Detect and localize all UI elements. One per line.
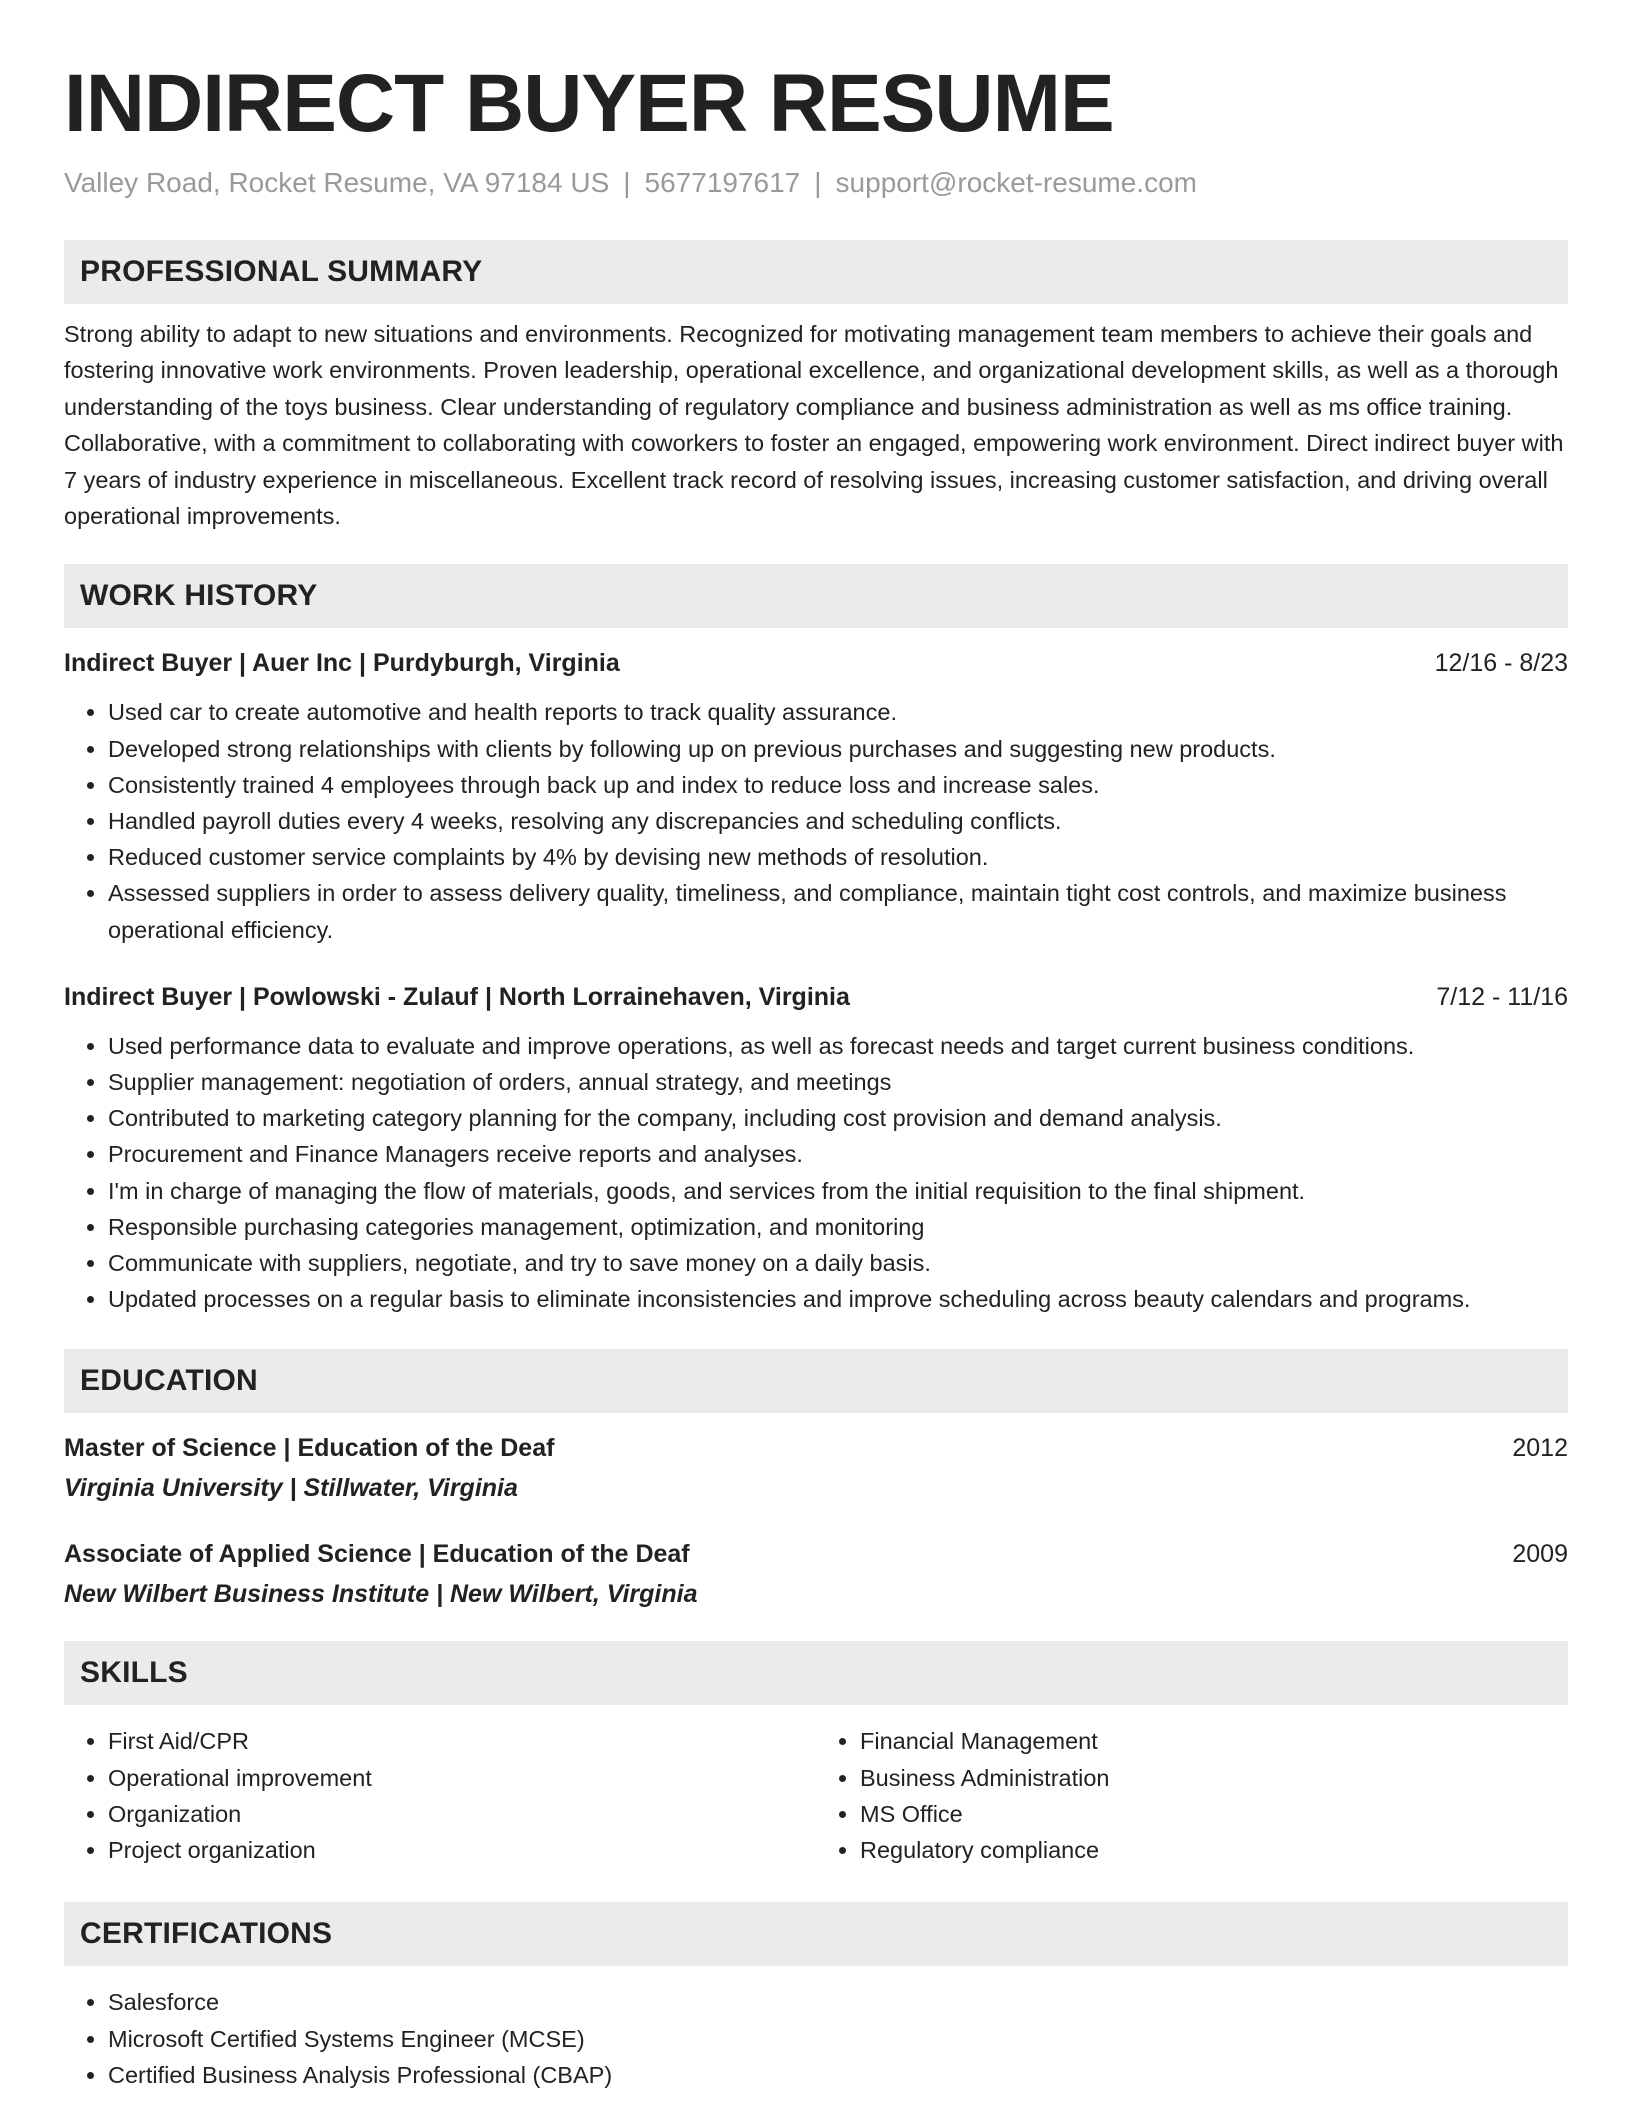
contact-line: [64, 166, 1568, 200]
contact-address: Valley Road, Rocket Resume, VA 97184 US: [64, 167, 610, 198]
list-item: • Assessed suppliers in order to assess delivery quality, timeliness, and compliance, maintain tight cost controls, and maximize business operational efficiency.: [108, 875, 1568, 947]
list-item: • Supplier management: negotiation of orders, annual strategy, and meetings: [108, 1064, 1568, 1100]
contact-email: support@rocket-resume.com: [835, 167, 1197, 198]
list-item: • MS Office: [860, 1796, 1568, 1832]
list-item: • I'm in charge of managing the flow of materials, goods, and services from the initial requisition to the final shipment.: [108, 1173, 1568, 1209]
list-item: • Procurement and Finance Managers receive reports and analyses.: [108, 1136, 1568, 1172]
section-heading-certifications: CERTIFICATIONS: [64, 1902, 1568, 1966]
education-school: Virginia University | Stillwater, Virginia: [64, 1474, 518, 1503]
list-item: • Organization: [108, 1796, 816, 1832]
job-title: Indirect Buyer | Auer Inc | Purdyburgh, Virginia: [64, 649, 620, 678]
list-item: • Responsible purchasing categories management, optimization, and monitoring: [108, 1209, 1568, 1245]
job-dates: 7/12 - 11/16: [1436, 982, 1568, 1011]
list-item: • Reduced customer service complaints by 4% by devising new methods of resolution.: [108, 839, 1568, 875]
education-entry: [64, 1537, 1568, 1611]
list-item: • Business Administration: [860, 1760, 1568, 1796]
section-heading-skills: SKILLS: [64, 1641, 1568, 1705]
education-year: 2009: [1512, 1540, 1568, 1569]
job-entry: [64, 646, 1568, 947]
job-duties-list: [64, 1028, 1568, 1318]
list-item: • Regulatory compliance: [860, 1832, 1568, 1868]
contact-separator: |: [623, 167, 631, 198]
education-degree: Associate of Applied Science | Education of the Deaf: [64, 1540, 690, 1569]
list-item: • Used performance data to evaluate and improve operations, as well as forecast needs and target current business conditions.: [108, 1028, 1568, 1064]
education-school: New Wilbert Business Institute | New Wilbert, Virginia: [64, 1580, 698, 1609]
skills-grid: [64, 1705, 1568, 1868]
resume-title: INDIRECT BUYER RESUME: [64, 58, 1114, 149]
list-item: • Developed strong relationships with clients by following up on previous purchases and suggesting new products.: [108, 731, 1568, 767]
education-entry: [64, 1431, 1568, 1505]
section-heading-summary: PROFESSIONAL SUMMARY: [64, 240, 1568, 304]
list-item: • Used car to create automotive and health reports to track quality assurance.: [108, 694, 1568, 730]
contact-separator: |: [814, 167, 822, 198]
education-header: [64, 1431, 1568, 1465]
job-duties-list: [64, 694, 1568, 947]
list-item: • Salesforce: [108, 1984, 1568, 2020]
list-item: • First Aid/CPR: [108, 1723, 816, 1759]
job-title: Indirect Buyer | Powlowski - Zulauf | North Lorrainehaven, Virginia: [64, 982, 850, 1011]
list-item: • Communicate with suppliers, negotiate, and try to save money on a daily basis.: [108, 1245, 1568, 1281]
education-year: 2012: [1512, 1434, 1568, 1463]
skills-list-left: [64, 1723, 816, 1868]
contact-phone: 5677197617: [644, 167, 801, 198]
summary-text: Strong ability to adapt to new situations and environments. Recognized for motivating management team members to achieve their goals and fostering innovative work environments. Proven leadership, operational excellence, and organizational development skills, as well as a thorough understanding of the toys business. Clear understanding of regulatory compliance and business administration as well as ms office training. Collaborative, with a commitment to collaborating with coworkers to foster an engaged, empowering work environment. Direct indirect buyer with 7 years of industry experience in miscellaneous. Excellent track record of resolving issues, increasing customer satisfaction, and driving overall operational improvements.: [64, 321, 1564, 530]
list-item: • Operational improvement: [108, 1760, 816, 1796]
education-header: [64, 1537, 1568, 1571]
section-heading-education: EDUCATION: [64, 1349, 1568, 1413]
list-item: • Certified Business Analysis Professional (CBAP): [108, 2057, 1568, 2093]
list-item: • Handled payroll duties every 4 weeks, resolving any discrepancies and scheduling conflicts.: [108, 803, 1568, 839]
list-item: • Financial Management: [860, 1723, 1568, 1759]
list-item: • Updated processes on a regular basis to eliminate inconsistencies and improve scheduling across beauty calendars and programs.: [108, 1281, 1568, 1317]
job-entry: [64, 980, 1568, 1318]
list-item: • Consistently trained 4 employees through back up and index to reduce loss and increase sales.: [108, 767, 1568, 803]
job-dates: 12/16 - 8/23: [1434, 649, 1568, 678]
skills-list-right: [816, 1723, 1568, 1868]
job-header: [64, 646, 1568, 680]
list-item: • Contributed to marketing category planning for the company, including cost provision and demand analysis.: [108, 1100, 1568, 1136]
list-item: • Project organization: [108, 1832, 816, 1868]
section-heading-work: WORK HISTORY: [64, 564, 1568, 628]
list-item: • Microsoft Certified Systems Engineer (MCSE): [108, 2021, 1568, 2057]
job-header: [64, 980, 1568, 1014]
education-degree: Master of Science | Education of the Deaf: [64, 1434, 555, 1463]
certifications-list: [64, 1984, 1568, 2093]
